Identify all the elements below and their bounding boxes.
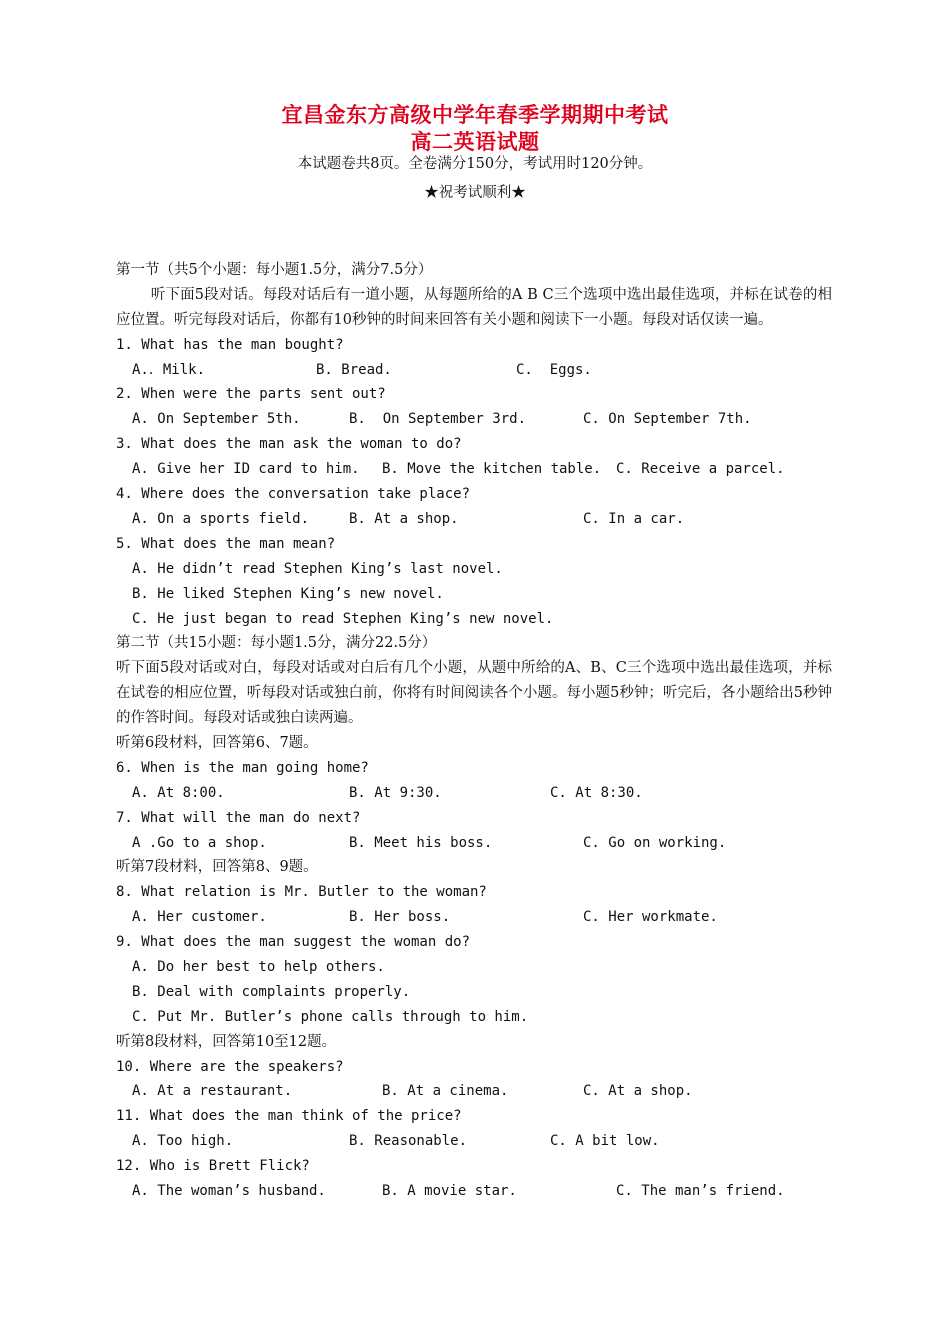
option-c: C. Receive a parcel. xyxy=(616,461,785,478)
question-12-options xyxy=(116,1179,832,1204)
question-8: 8. What relation is Mr. Butler to the woman? xyxy=(116,884,487,901)
option-b: B. Bread. xyxy=(316,361,392,378)
question-7: 7. What will the man do next? xyxy=(116,809,361,826)
option-b: B. At 9:30. xyxy=(349,784,442,801)
option-c: C. Eggs. xyxy=(516,361,592,378)
option-b: B. At a cinema. xyxy=(382,1083,509,1100)
option-c: C. At a shop. xyxy=(583,1083,693,1100)
question-7-options xyxy=(116,831,832,856)
question-1: 1. What has the man bought? xyxy=(116,336,344,353)
option-a: A. Give her ID card to him. xyxy=(132,461,360,478)
exam-wish: ★祝考试顺利★ xyxy=(424,185,526,201)
option-c: C. The man’s friend. xyxy=(616,1183,785,1200)
option-b: B. Reasonable. xyxy=(349,1133,468,1150)
option-c: C. On September 7th. xyxy=(583,411,752,428)
question-5: 5. What does the man mean? xyxy=(116,535,336,552)
question-2-options xyxy=(116,407,832,432)
option-c: C. A bit low. xyxy=(550,1133,660,1150)
exam-body xyxy=(116,258,832,1204)
question-5-option-b: B. He liked Stephen King’s new novel. xyxy=(132,585,444,602)
option-a: A. Too high. xyxy=(132,1133,234,1150)
question-12: 12. Who is Brett Flick? xyxy=(116,1158,310,1175)
question-5-option-a: A. He didn’t read Stephen King’s last novel. xyxy=(132,560,503,577)
option-a: A. On a sports field. xyxy=(132,510,310,527)
option-a: A .Go to a shop. xyxy=(132,834,267,851)
option-a: A.．Milk. xyxy=(132,361,206,378)
material-6-label: 听第6段材料，回答第6、7题。 xyxy=(116,735,318,751)
question-2: 2. When were the parts sent out? xyxy=(116,386,386,403)
question-9-option-a: A. Do her best to help others. xyxy=(132,959,385,976)
option-a: A. On September 5th. xyxy=(132,411,301,428)
question-4: 4. Where does the conversation take place? xyxy=(116,486,471,503)
option-b: B. At a shop. xyxy=(349,510,459,527)
option-b: B. Move the kitchen table. xyxy=(382,461,602,478)
question-11: 11. What does the man think of the price? xyxy=(116,1108,462,1125)
option-b: B. On September 3rd. xyxy=(349,411,527,428)
exam-info: 本试题卷共8页。全卷满分150分，考试用时120分钟。 xyxy=(297,156,653,172)
question-6-options xyxy=(116,781,832,806)
option-a: A. The woman’s husband. xyxy=(132,1183,326,1200)
option-c: C. In a car. xyxy=(583,510,685,527)
option-a: A. At a restaurant. xyxy=(132,1083,293,1100)
option-b: B. Her boss. xyxy=(349,909,451,926)
question-9-option-b: B. Deal with complaints properly. xyxy=(132,983,411,1000)
question-6: 6. When is the man going home? xyxy=(116,759,369,776)
question-9: 9. What does the man suggest the woman do? xyxy=(116,934,471,951)
question-3-options xyxy=(116,457,832,482)
section2-heading: 第二节（共15小题：每小题1.5分，满分22.5分） xyxy=(116,635,437,652)
exam-title: 宜昌金东方高级中学年春季学期期中考试 xyxy=(281,103,669,127)
exam-subtitle: 高二英语试题 xyxy=(410,130,540,154)
option-b: B. A movie star. xyxy=(382,1183,517,1200)
question-9-option-c: C. Put Mr. Butler’s phone calls through to him. xyxy=(132,1008,529,1025)
option-c: C. Go on working. xyxy=(583,834,727,851)
section1-heading: 第一节（共5个小题：每小题1.5分，满分7.5分） xyxy=(116,262,433,278)
section2-instructions: 听下面5段对话或对白，每段对话或对白后有几个小题，从题中所给的A、B、C三个选项中选出最佳选项，并标在试卷的相应位置，听每段对话或独白前，你将有时间阅读各个小题。每小题5秒钟；听完后，各小题给出5秒钟的作答时间。每段对话或独白读两遍。 xyxy=(116,660,832,727)
question-11-options xyxy=(116,1129,832,1154)
section1-instructions: 听下面5段对话。每段对话后有一道小题，从每题所给的A B C三个选项中选出最佳选项，并标在试卷的相应位置。听完每段对话后，你都有10秒钟的时间来回答有关小题和阅读下一小题。每段对话仅读一遍。 xyxy=(116,286,832,328)
question-4-options xyxy=(116,507,832,532)
question-3: 3. What does the man ask the woman to do? xyxy=(116,436,462,453)
option-a: A. At 8:00. xyxy=(132,784,225,801)
question-8-options xyxy=(116,905,832,930)
question-10-options xyxy=(116,1079,832,1104)
question-1-options xyxy=(116,358,832,383)
material-7-label: 听第7段材料，回答第8、9题。 xyxy=(116,859,318,876)
option-c: C. At 8:30. xyxy=(550,784,643,801)
option-a: A. Her customer. xyxy=(132,909,267,926)
question-5-option-c: C. He just began to read Stephen King’s new novel. xyxy=(132,610,554,627)
question-10: 10. Where are the speakers? xyxy=(116,1058,344,1075)
material-8-label: 听第8段材料，回答第10至12题。 xyxy=(116,1033,337,1050)
option-b: B. Meet his boss. xyxy=(349,834,493,851)
option-c: C. Her workmate. xyxy=(583,909,718,926)
